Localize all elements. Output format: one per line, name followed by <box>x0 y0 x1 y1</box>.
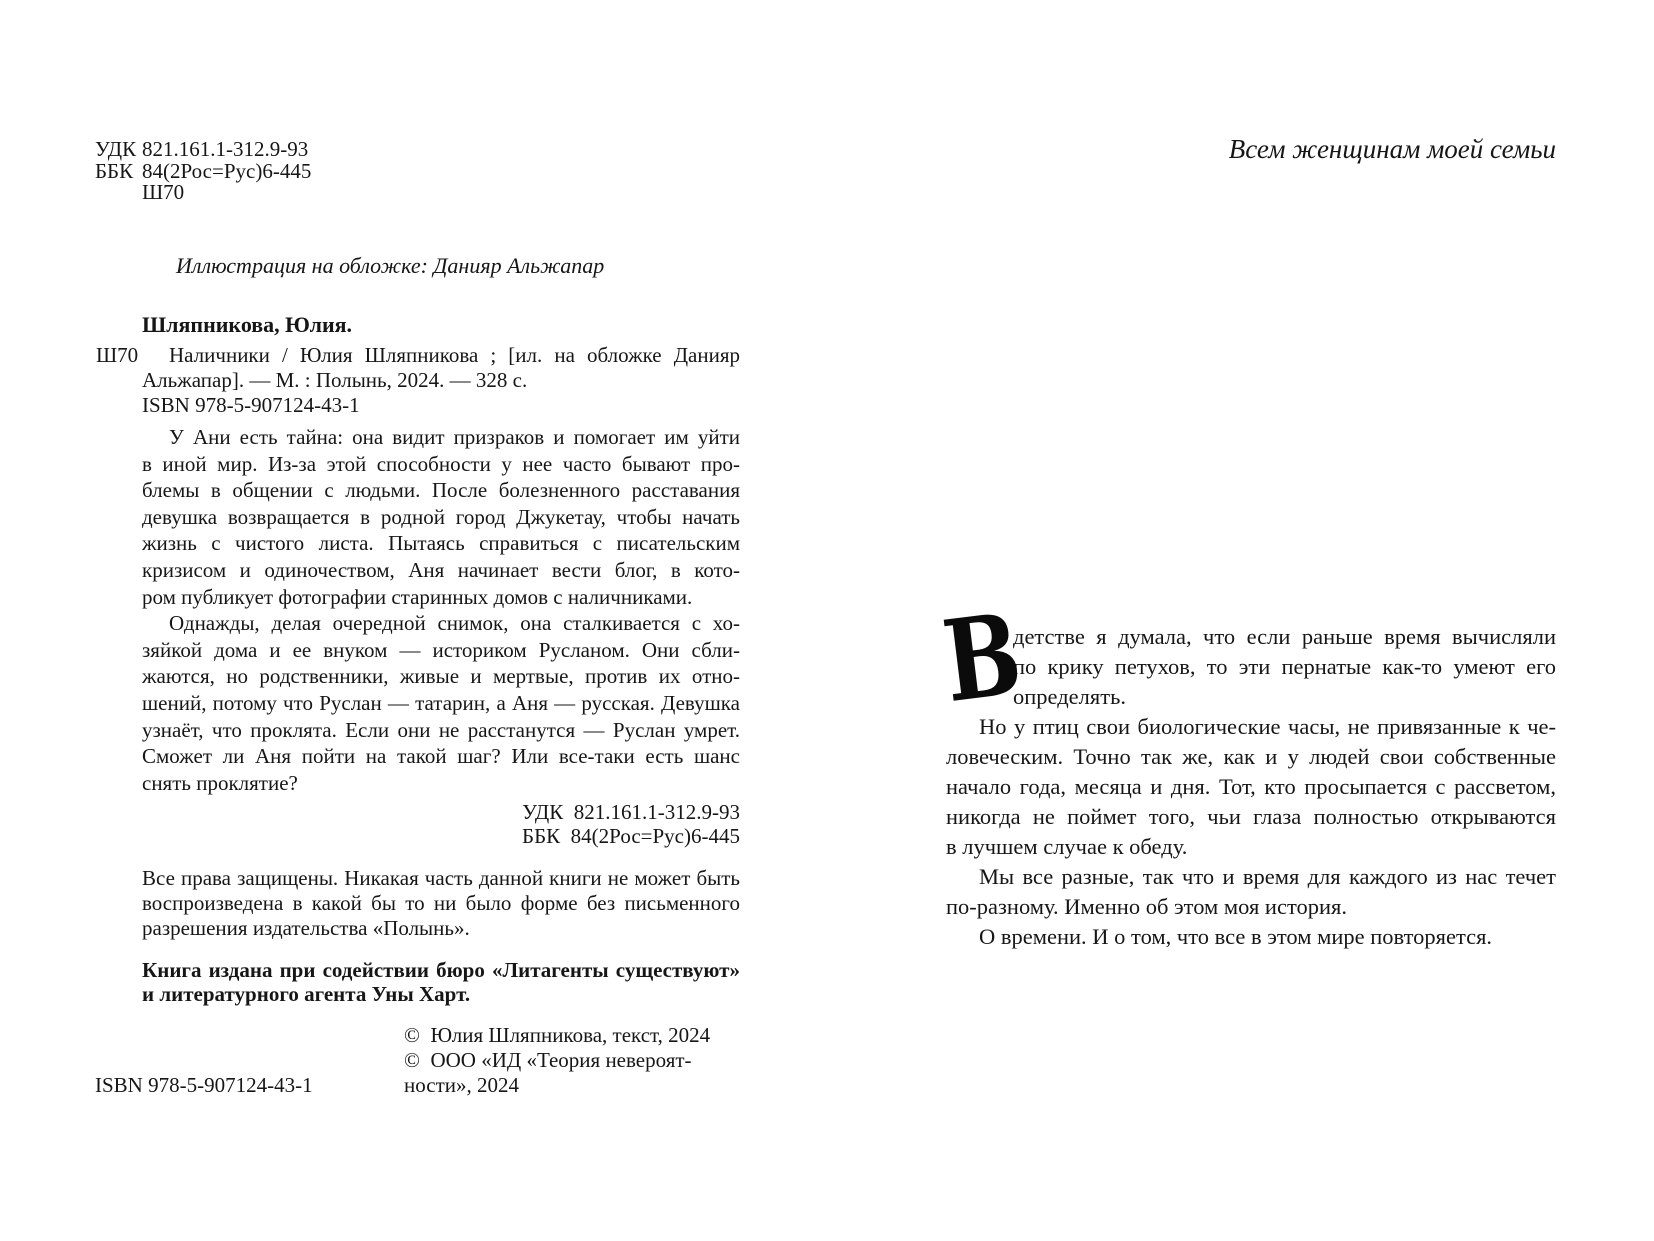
text-line: и литературного агента Уны Харт. <box>142 982 471 1006</box>
text-line: жаются, но родственники, живые и мертвые, против их отно- <box>142 664 740 689</box>
text-line: блемы в общении с людьми. После болезненного расставания <box>142 478 740 503</box>
udc-label: УДК <box>95 137 137 161</box>
text-line: ISBN 978-5-907124-43-1 <box>142 393 360 417</box>
text-line: © ООО «ИД «Теория невероят- <box>404 1048 692 1073</box>
bibliographic-entry <box>142 343 740 418</box>
text-line: ловеческим. Точно так же, как и у людей свои собственные <box>946 744 1556 769</box>
text-line: Альжапар]. — М. : Полынь, 2024. — 328 с. <box>142 368 528 392</box>
text-line: ности», 2024 <box>404 1073 519 1098</box>
isbn-line: ISBN 978-5-907124-43-1 <box>95 1073 313 1097</box>
text-line: ром публикует фотографии старинных домов с наличниками. <box>142 584 693 609</box>
author-sign-code: Ш70 <box>142 180 185 204</box>
text-line: © Юлия Шляпникова, текст, 2024 <box>404 1023 711 1047</box>
chapter-paragraph-1 <box>946 622 1556 712</box>
chapter-opening <box>936 589 1556 952</box>
text-line: О времени. И о том, что все в этом мире повторяется. <box>979 924 1493 949</box>
text-line: воспроизведена в какой бы то ни было форме без письменного <box>142 891 740 915</box>
chapter-paragraph-2 <box>946 712 1556 862</box>
text-line: по крику петухов, то эти пернатые как-то умеют его <box>1013 654 1556 679</box>
annotation <box>142 424 740 796</box>
illustration-credit: Иллюстрация на обложке: Данияр Альжапар <box>176 253 605 278</box>
text-line: У Ани есть тайна: она видит призраков и помогает им уйти <box>169 425 740 449</box>
drop-cap-letter: В <box>936 589 1025 729</box>
udc-classification-top <box>95 139 311 204</box>
text-line: Мы все разные, так что и время для каждого из нас течет <box>979 864 1556 889</box>
text-line: никогда не поймет того, чьи глаза полностью открываются <box>946 804 1556 829</box>
chapter-paragraph-4 <box>946 922 1556 952</box>
text-line: Сможет ли Аня пойти на такой шаг? Или все-таки есть шанс <box>142 744 740 769</box>
catalog-code-label: Ш70 <box>96 343 139 367</box>
rights-notice <box>142 866 740 941</box>
empty-cell <box>95 182 142 204</box>
text-line: узнаёт, что проклята. Если они не расстанутся — Руслан умрет. <box>142 717 740 742</box>
text-line: Книга издана при содействии бюро «Литагенты существуют» <box>142 958 740 982</box>
text-line: разрешения издательства «Полынь». <box>142 916 470 940</box>
text-line: в иной мир. Из-за этой способности у нее часто бывают про- <box>142 451 740 476</box>
text-line: Однажды, делая очередной снимок, она сталкивается с хо- <box>169 611 740 636</box>
text-line: снять проклятие? <box>142 770 298 795</box>
text-line: Наличники / Юлия Шляпникова ; [ил. на обложке Данияр <box>169 343 740 367</box>
text-line: в лучшем случае к обеду. <box>946 834 1188 859</box>
chapter-paragraph-3 <box>946 862 1556 922</box>
text-line: шений, потому что Руслан — татарин, а Аня — русская. Девушка <box>142 690 740 715</box>
bbk-value: 84(2Рос=Рус)6-445 <box>142 158 312 183</box>
text-line: жизнь с чистого листа. Пытаясь справиться с писательским <box>142 531 740 556</box>
udc-value: 821.161.1-312.9-93 <box>142 137 309 161</box>
text-line: Но у птиц свои биологические часы, не привязанные к че- <box>979 714 1556 739</box>
bbk-label: ББК <box>95 158 134 183</box>
annotation-paragraph-2 <box>142 610 740 796</box>
text-line: УДК 821.161.1-312.9-93 <box>522 800 740 824</box>
udc-classification-bottom <box>142 801 740 848</box>
text-line: по-разному. Именно об этом моя история. <box>946 894 1348 919</box>
text-line: зяйкой дома и ее внуком — историком Русланом. Они сбли- <box>142 637 740 662</box>
text-line: начало года, месяца и дня. Тот, кто просыпается с рассветом, <box>946 774 1556 799</box>
text-line: детстве я думала, что если раньше время вычисляли <box>1013 624 1556 649</box>
text-line: ББК 84(2Рос=Рус)6-445 <box>522 823 740 848</box>
author-heading: Шляпникова, Юлия. <box>142 312 353 337</box>
text-line: Все права защищены. Никакая часть данной книги не может быть <box>142 866 740 890</box>
annotation-paragraph-1 <box>142 424 740 610</box>
agency-note <box>142 958 740 1006</box>
dedication: Всем женщинам моей семьи <box>1228 134 1556 164</box>
copyright-block <box>404 1023 710 1099</box>
text-line: определять. <box>1013 684 1126 709</box>
text-line: девушка возвращается в родной город Джукетау, чтобы начать <box>142 504 740 529</box>
text-line: кризисом и одиночеством, Аня начинает вести блог, в кото- <box>142 557 740 582</box>
